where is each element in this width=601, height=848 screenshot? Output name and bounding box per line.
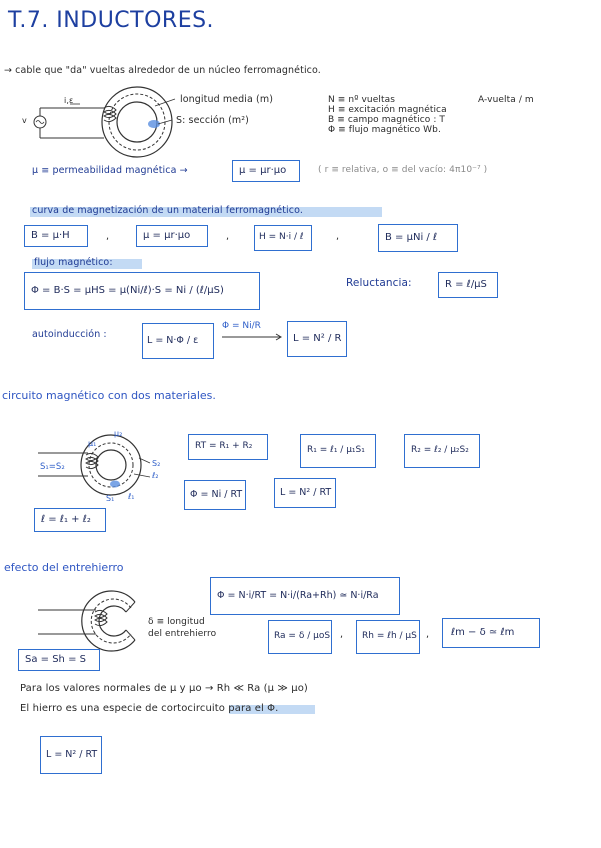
label-s1s2: S₁=S₂ xyxy=(40,462,65,472)
r2-box xyxy=(404,434,480,468)
reluctance-box xyxy=(438,272,498,298)
l-rt-box xyxy=(274,478,336,508)
page-title: T.7. INDUCTORES. xyxy=(8,8,215,33)
delta-label: δ ≡ longitud xyxy=(148,617,205,627)
self-induction-label: autoinducción : xyxy=(32,329,107,340)
formula-box-mu xyxy=(136,225,208,247)
current-label: i,ε xyxy=(64,96,74,105)
self-induction-box-1 xyxy=(142,323,214,359)
sa-formula: Sa = Sh = S xyxy=(25,654,86,665)
formula-box-b-muh xyxy=(24,225,88,247)
formula-b-muh: B = μ·H xyxy=(31,230,70,241)
final-l-formula: L = N² / RT xyxy=(46,749,98,760)
flux-formula-box xyxy=(24,272,260,310)
gap-heading: efecto del entrehierro xyxy=(4,561,124,574)
toroid-diagram xyxy=(34,87,175,157)
self-induction-arrow-label: Φ = Ni/R xyxy=(222,321,261,331)
permeability-formula-box xyxy=(232,160,300,182)
self-induction-formula-2: L = N² / R xyxy=(293,333,342,344)
magnetization-heading: curva de magnetización de un material ferromagnético. xyxy=(32,205,303,216)
formula-box-b-ni xyxy=(378,224,458,252)
flux-formula: Φ = B·S = μHS = μ(Ni/ℓ)·S = Ni / (ℓ/μS) xyxy=(31,285,224,296)
permeability-text: μ ≡ permeabilidad magnética → xyxy=(32,165,188,176)
reluctance-formula: R = ℓ/μS xyxy=(445,279,487,290)
length-sum-formula: ℓ = ℓ₁ + ℓ₂ xyxy=(41,514,91,525)
formula-b-ni: B = μNi / ℓ xyxy=(385,232,438,243)
flux-heading: flujo magnético: xyxy=(34,257,113,268)
r2-formula: R₂ = ℓ₂ / μ₂S₂ xyxy=(411,445,469,455)
rh-formula: Rh = ℓh / μS xyxy=(362,631,417,641)
lm-box xyxy=(442,618,540,648)
r1-box xyxy=(300,434,376,468)
section-label: S: sección (m²) xyxy=(176,115,249,126)
ra-formula: Ra = δ / μoS xyxy=(274,631,331,641)
rt-box xyxy=(188,434,268,460)
separator-comma-5: , xyxy=(426,629,430,640)
label-l1: ℓ₁ xyxy=(128,492,135,501)
permeability-note: ( r ≡ relativa, o ≡ del vacío: 4π10⁻⁷ ) xyxy=(318,165,488,175)
def-b: B ≡ campo magnético : T xyxy=(328,115,446,125)
gap-phi-formula: Φ = N·i/RT = N·i/(Ra+Rh) ≃ N·i/Ra xyxy=(217,590,379,601)
label-mu2: μ₂ xyxy=(114,429,123,438)
def-h: H ≡ excitación magnética xyxy=(328,105,447,115)
gap-text-line-2: El hierro es una especie de cortocircuito para el Φ. xyxy=(20,703,279,714)
gap-phi-box xyxy=(210,577,400,615)
length-sum-box xyxy=(34,508,106,532)
separator-comma-2: , xyxy=(226,231,230,242)
lm-formula: ℓm − δ ≃ ℓm xyxy=(451,627,515,638)
label-s1: S₁ xyxy=(106,494,115,503)
def-phi: Φ ≡ flujo magnético Wb. xyxy=(328,125,441,135)
rh-box xyxy=(356,620,420,654)
separator-comma-1: , xyxy=(106,231,110,242)
phi-rt-box xyxy=(184,480,246,510)
separator-comma-4: , xyxy=(340,629,344,640)
separator-comma-3: , xyxy=(336,231,340,242)
two-materials-heading: circuito magnético con dos materiales. xyxy=(2,389,216,402)
def-n: N ≡ nº vueltas xyxy=(328,95,396,105)
rt-formula: RT = R₁ + R₂ xyxy=(195,441,253,451)
r1-formula: R₁ = ℓ₁ / μ₁S₁ xyxy=(307,445,365,455)
label-s2: S₂ xyxy=(152,459,161,468)
self-induction-formula-1: L = N·Φ / ε xyxy=(147,335,199,346)
reluctance-label: Reluctancia: xyxy=(346,277,412,289)
sa-box xyxy=(18,649,100,671)
def-unit: A-vuelta / m xyxy=(478,95,534,105)
air-gap-toroid xyxy=(38,591,135,651)
delta-label-2: del entrehierro xyxy=(148,629,217,639)
final-l-box xyxy=(40,736,102,774)
phi-rt-formula: Φ = Ni / RT xyxy=(190,489,243,500)
label-l2: ℓ₂ xyxy=(152,471,159,480)
gap-text-line-1: Para los valores normales de μ y μo → Rh ≪ Ra (μ ≫ μo) xyxy=(20,683,308,694)
l-rt-formula: L = N² / RT xyxy=(280,487,332,498)
formula-h: H = N·i / ℓ xyxy=(259,232,304,242)
source-label: v xyxy=(22,116,27,125)
permeability-formula: μ = μr·μo xyxy=(239,165,287,176)
formula-box-h xyxy=(254,225,312,251)
formula-mu: μ = μr·μo xyxy=(143,230,191,241)
ra-box xyxy=(268,620,332,654)
intro-text: → cable que "da" vueltas alrededor de un núcleo ferromagnético. xyxy=(4,65,321,76)
label-mu1: μ₁ xyxy=(88,439,97,448)
self-induction-box-2 xyxy=(287,321,347,357)
length-label: longitud media (m) xyxy=(180,94,274,105)
